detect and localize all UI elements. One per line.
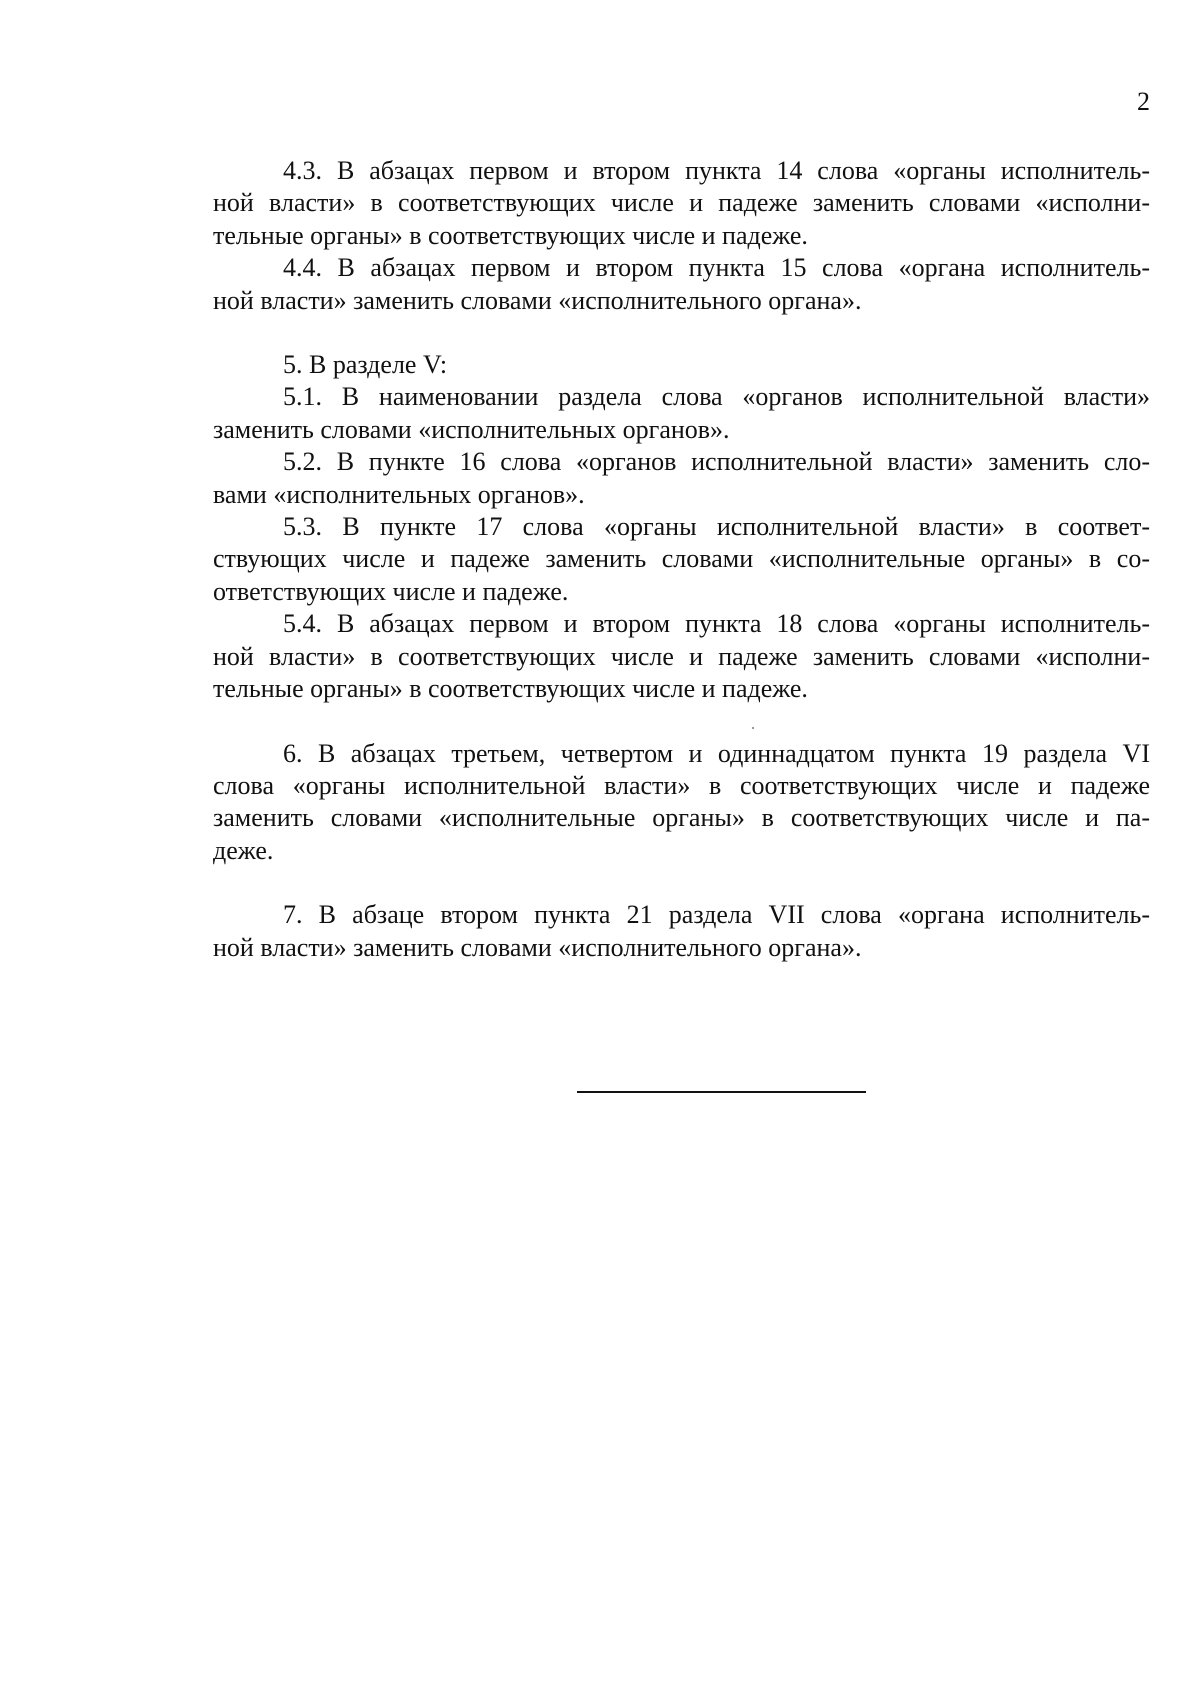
text-line: ствующих числе и падеже заменить словами «исполнительные органы» в со- xyxy=(213,544,1150,574)
text-line: 6. В абзацах третьем, четвертом и одиннадцатом пункта 19 раздела VI xyxy=(283,738,1150,768)
text-line: тельные органы» в соответствующих числе и падеже. xyxy=(213,220,808,250)
text-line: ной власти» заменить словами «исполнительного органа». xyxy=(213,932,862,962)
text-line: 5.4. В абзацах первом и втором пункта 18 слова «органы исполнитель- xyxy=(283,609,1150,639)
text-line: ной власти» в соответствующих числе и падеже заменить словами «исполни- xyxy=(213,641,1150,671)
text-line: ной власти» заменить словами «исполнительного органа». xyxy=(213,285,862,315)
paragraph-gap xyxy=(213,867,1150,899)
paragraph-7 xyxy=(213,899,1150,964)
paragraph-4-3 xyxy=(213,155,1150,252)
page-number: 2 xyxy=(1137,87,1150,116)
scan-speck xyxy=(752,727,754,729)
text-line: 5.2. В пункте 16 слова «органов исполнительной власти» заменить сло- xyxy=(283,447,1150,477)
text-line: 4.3. В абзацах первом и втором пункта 14 слова «органы исполнитель- xyxy=(283,156,1150,185)
text-line: 5.3. В пункте 17 слова «органы исполнительной власти» в соответ- xyxy=(283,512,1150,542)
text-line: ответствующих числе и падеже. xyxy=(213,576,569,606)
text-line: вами «исполнительных органов». xyxy=(213,479,585,509)
text-line: тельные органы» в соответствующих числе и падеже. xyxy=(213,674,808,704)
text-line: деже. xyxy=(213,835,274,865)
text-line: заменить словами «исполнительных органов». xyxy=(213,414,730,444)
paragraph-6 xyxy=(213,738,1150,868)
paragraph-5-2 xyxy=(213,446,1150,511)
paragraph-5-heading xyxy=(213,349,1150,381)
paragraph-5-4 xyxy=(213,608,1150,705)
text-line: 4.4. В абзацах первом и втором пункта 15 слова «органа исполнитель- xyxy=(283,253,1150,283)
paragraph-4-4 xyxy=(213,252,1150,317)
paragraph-5-3 xyxy=(213,511,1150,608)
end-of-document-rule xyxy=(577,1091,866,1093)
text-line: 5.1. В наименовании раздела слова «органов исполнительной власти» xyxy=(283,382,1150,412)
text-line: 5. В разделе V: xyxy=(283,350,448,380)
paragraph-gap xyxy=(213,317,1150,349)
text-line: заменить словами «исполнительные органы» в соответствующих числе и па- xyxy=(213,803,1150,833)
text-line: 7. В абзаце втором пункта 21 раздела VII слова «органа исполнитель- xyxy=(283,900,1150,930)
document-body xyxy=(213,155,1150,964)
paragraph-gap xyxy=(213,706,1150,738)
text-line: ной власти» в соответствующих числе и падеже заменить словами «исполни- xyxy=(213,188,1150,218)
paragraph-5-1 xyxy=(213,381,1150,446)
text-line: слова «органы исполнительной власти» в соответствующих числе и падеже xyxy=(213,770,1150,800)
